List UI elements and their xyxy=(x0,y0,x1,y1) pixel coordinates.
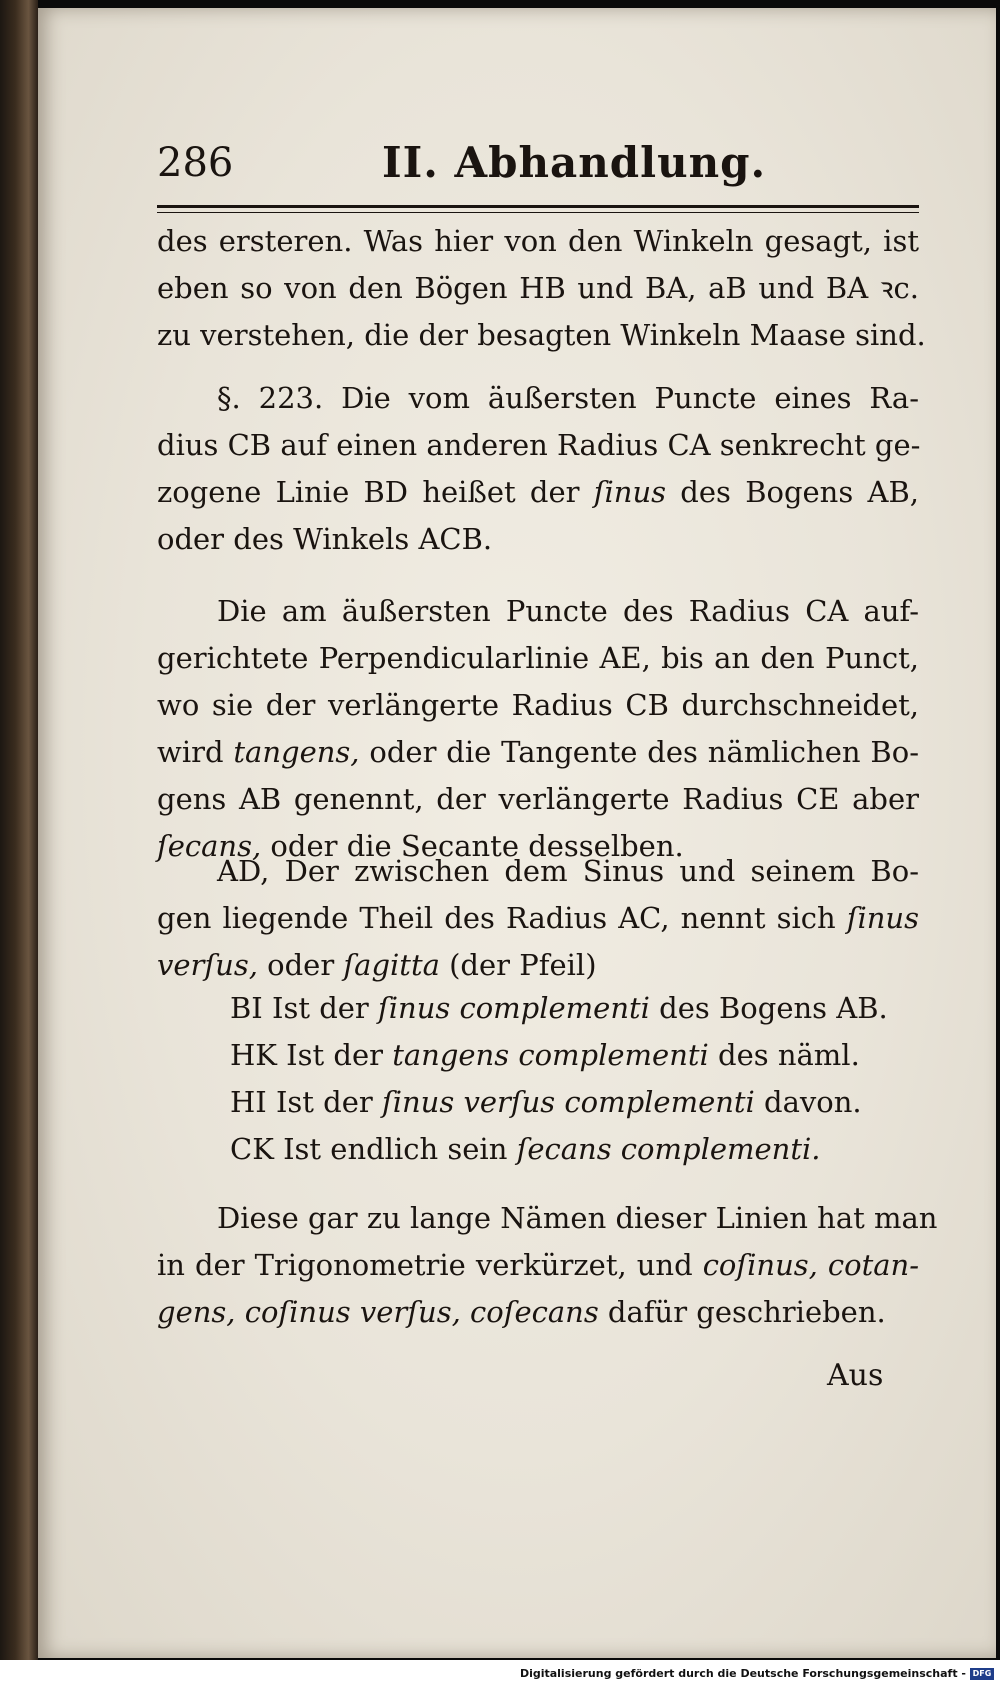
text-line: wo sie der verlängerte Radius CB durchschneidet, xyxy=(157,688,919,722)
paragraph-continuation xyxy=(157,218,926,359)
text-line: Diese gar zu lange Nämen dieser Linien hat man xyxy=(217,1201,938,1235)
text-line: oder des Winkels ACB. xyxy=(157,522,493,556)
text-line: gens AB genennt, der verlängerte Radius CE aber xyxy=(157,782,919,816)
paragraph-sinus-versus xyxy=(157,848,919,989)
term-tangens: tangens, xyxy=(233,735,360,769)
book-binding xyxy=(0,0,38,1660)
text-line: zu verstehen, die der besagten Winkeln Maase sind. xyxy=(157,318,926,352)
term-sinus: ſinus xyxy=(593,475,667,509)
paragraph-section-223 xyxy=(157,375,919,563)
digitization-credit xyxy=(520,1667,994,1680)
header-rule xyxy=(157,205,919,213)
term-sagitta: ſagitta xyxy=(343,948,440,982)
text-line: AD, Der zwischen dem Sinus und seinem Bo- xyxy=(217,854,919,888)
definition-row: CK Ist endlich sein ſecans complementi. xyxy=(230,1132,821,1166)
text-line: eben so von den Bögen HB und BA, aB und BA ꝛc. xyxy=(157,271,919,305)
definition-row: HI Ist der ſinus verſus complementi davon. xyxy=(230,1085,862,1119)
text-line: in der Trigonometrie verkürzet, und coſinus, cotan- xyxy=(157,1248,919,1282)
text-line: des ersteren. Was hier von den Winkeln gesagt, ist xyxy=(157,224,919,258)
running-head: II. Abhandlung. xyxy=(382,138,767,187)
dfg-logo-icon: DFG xyxy=(970,1668,994,1680)
text-line: §. 223. Die vom äußersten Puncte eines Ra- xyxy=(217,381,919,415)
page-number: 286 xyxy=(157,140,234,186)
text-line: gerichtete Perpendicularlinie AE, bis an den Punct, xyxy=(157,641,919,675)
credit-text: Digitalisierung gefördert durch die Deutsche Forschungsgemeinschaft - xyxy=(519,1667,966,1680)
definition-row: BI Ist der ſinus complementi des Bogens AB. xyxy=(230,991,888,1025)
term-sinus-versus: ſinus xyxy=(846,901,919,935)
text-line: zogene Linie BD heißet der ſinus des Bogens AB, xyxy=(157,475,919,509)
text-line: Die am äußersten Puncte des Radius CA auf- xyxy=(217,594,919,628)
text-line: gen liegende Theil des Radius AC, nennt sich ſinus xyxy=(157,901,919,935)
complement-definitions xyxy=(230,985,920,1173)
paragraph-abbreviations xyxy=(157,1195,938,1336)
page-header xyxy=(157,138,917,198)
paragraph-tangent xyxy=(157,588,919,870)
term-secans: ſecans, xyxy=(157,829,262,863)
definition-row: HK Ist der tangens complementi des näml. xyxy=(230,1038,860,1072)
catchword: Aus xyxy=(827,1358,884,1393)
text-line: gens, coſinus verſus, coſecans dafür geschrieben. xyxy=(157,1295,886,1329)
text-line: dius CB auf einen anderen Radius CA senkrecht ge- xyxy=(157,428,921,462)
text-line: wird tangens, oder die Tangente des nämlichen Bo- xyxy=(157,735,919,769)
text-line: verſus, oder ſagitta (der Pfeil) xyxy=(157,948,597,982)
text-line: ſecans, oder die Secante desselben. xyxy=(157,829,684,863)
